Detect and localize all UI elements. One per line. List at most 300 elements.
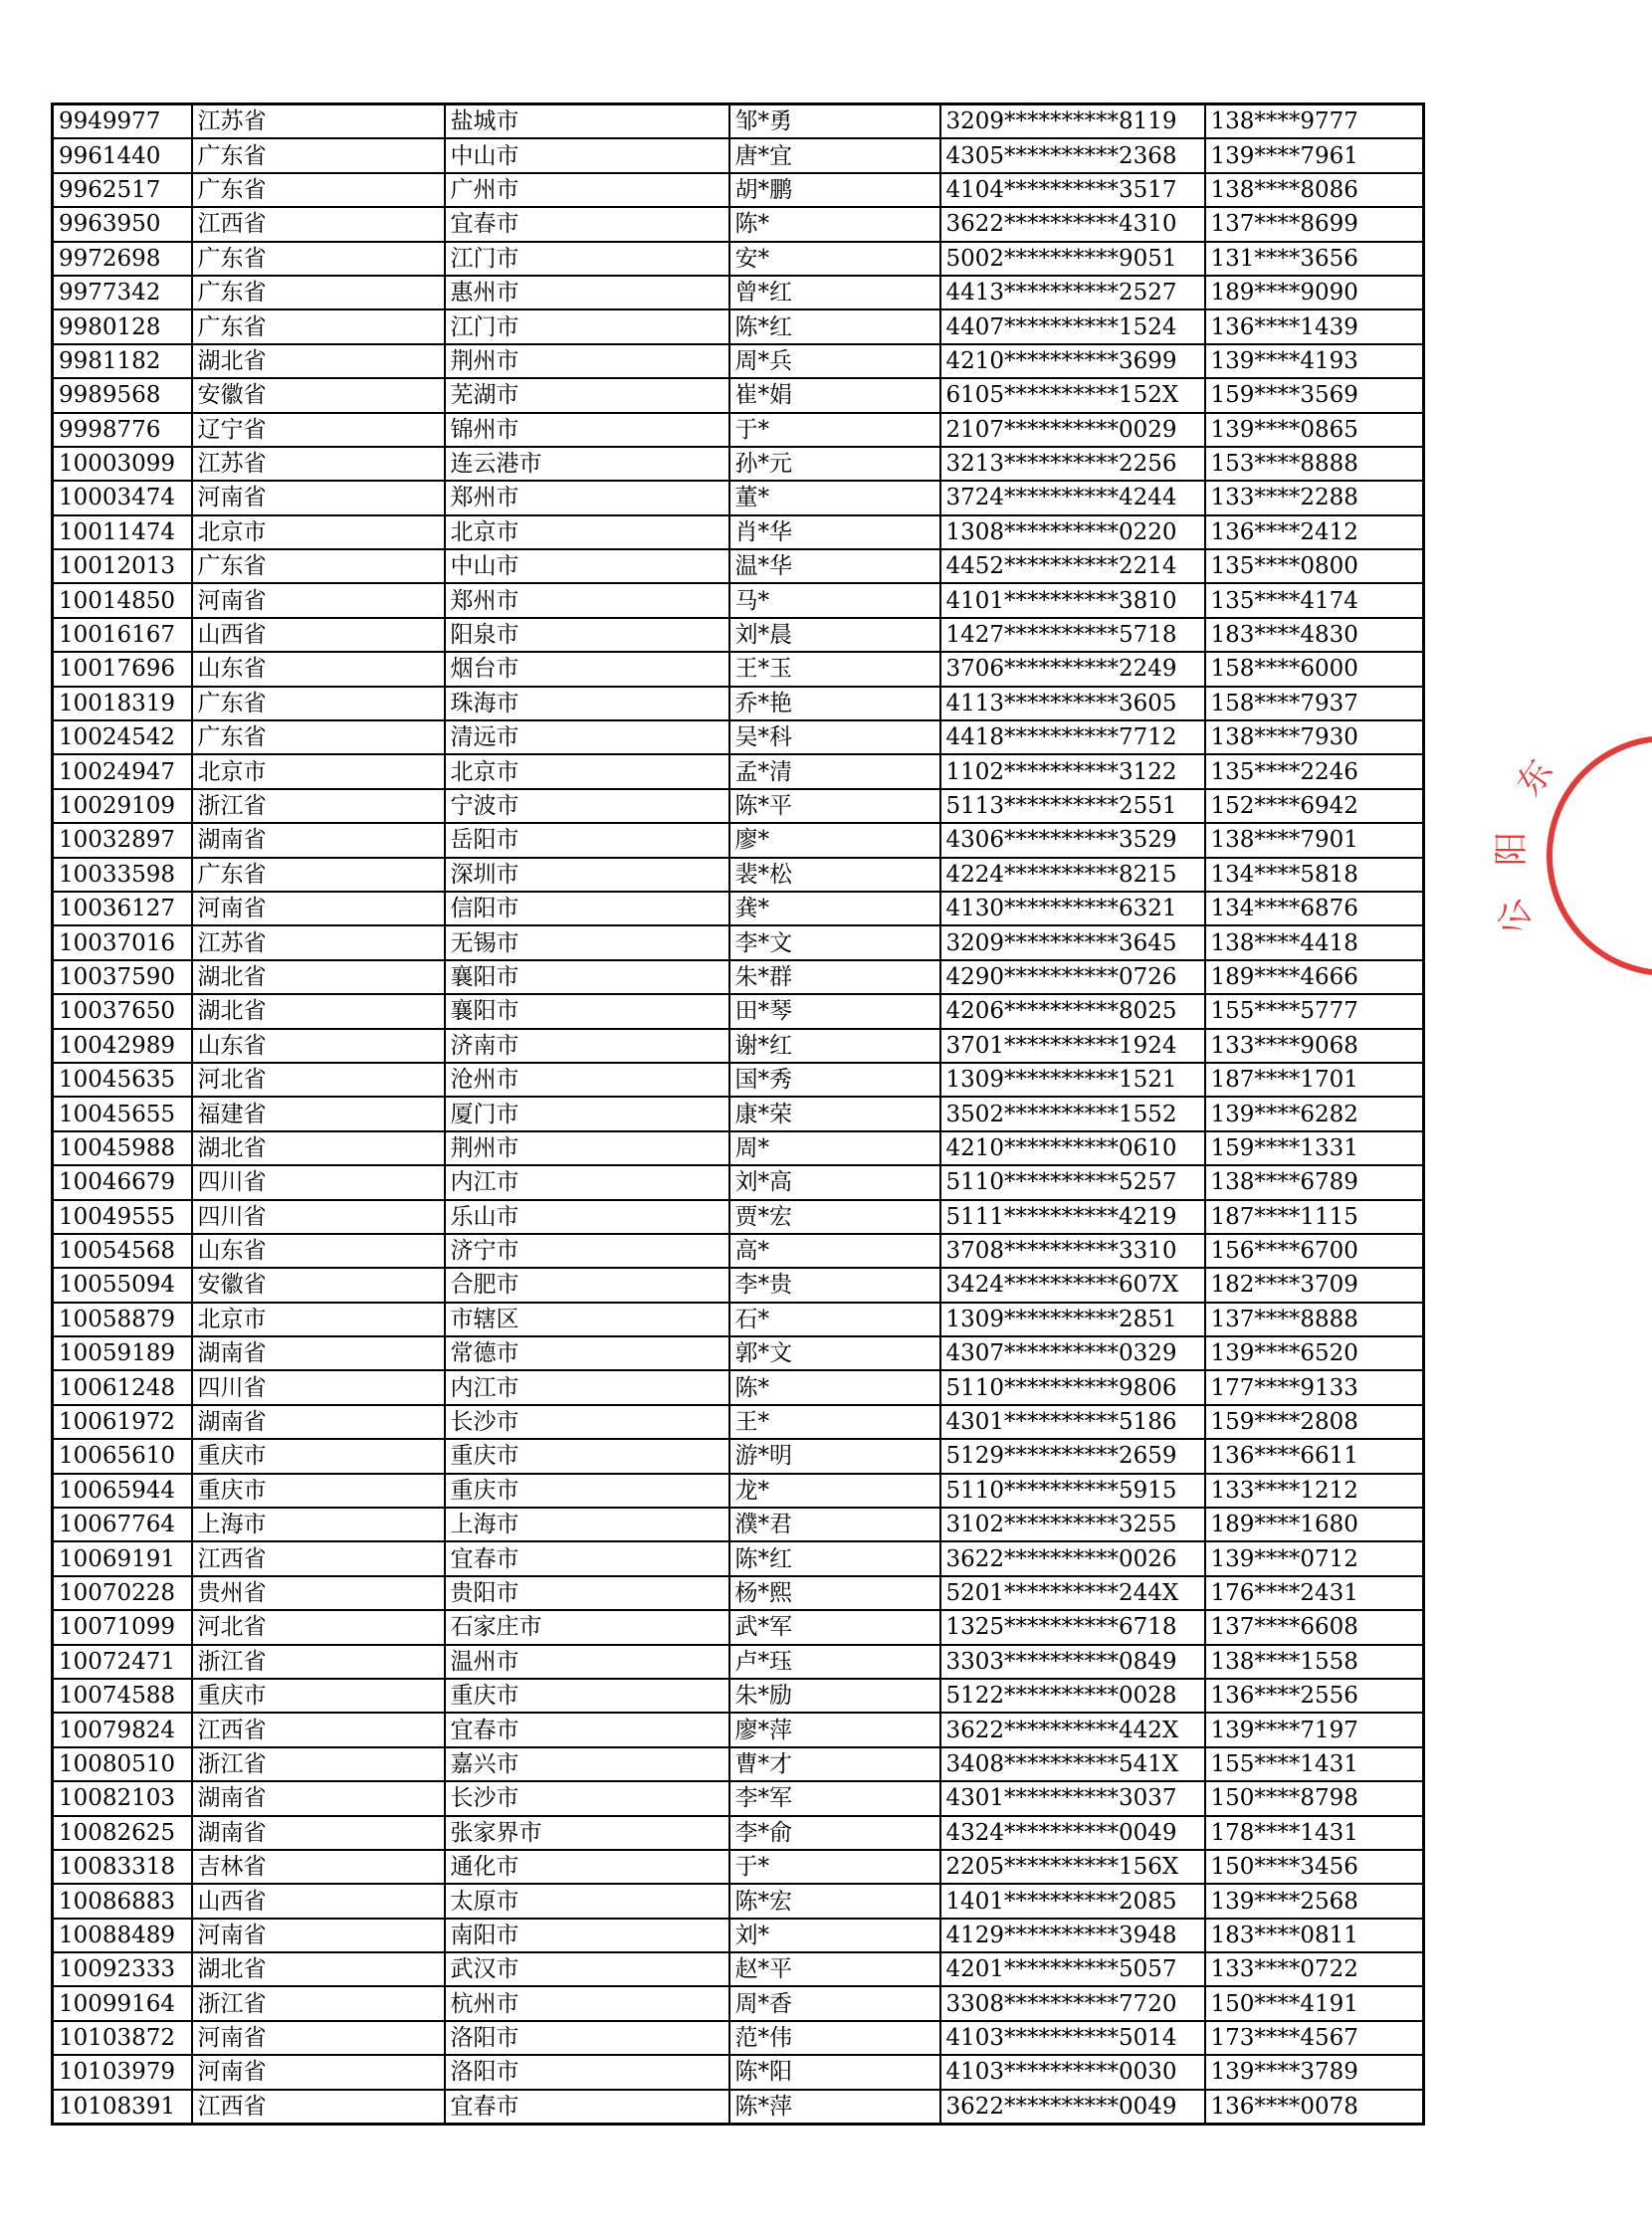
cell-phone: 187****1701 [1205, 1063, 1424, 1097]
cell-record-id: 10069191 [53, 1541, 192, 1575]
table-row [53, 1850, 1424, 1884]
cell-record-id: 10036127 [53, 892, 192, 925]
cell-name: 朱*群 [729, 960, 940, 994]
cell-name: 贾*宏 [729, 1200, 940, 1234]
cell-record-id: 10058879 [53, 1303, 192, 1336]
cell-name: 曹*才 [729, 1747, 940, 1781]
cell-phone: 137****8888 [1205, 1303, 1424, 1336]
cell-province: 广东省 [192, 858, 445, 892]
cell-name: 游*明 [729, 1439, 940, 1473]
cell-name: 周* [729, 1131, 940, 1165]
cell-city: 宜春市 [445, 1541, 729, 1575]
cell-phone: 137****8699 [1205, 207, 1424, 241]
cell-province: 北京市 [192, 515, 445, 549]
cell-id-number: 3622**********4310 [940, 207, 1205, 241]
cell-province: 河南省 [192, 583, 445, 617]
cell-province: 四川省 [192, 1200, 445, 1234]
cell-city: 烟台市 [445, 652, 729, 686]
cell-city: 江门市 [445, 242, 729, 276]
cell-name: 陈*红 [729, 1541, 940, 1575]
table-row [53, 720, 1424, 754]
cell-id-number: 5201**********244X [940, 1576, 1205, 1610]
cell-province: 广东省 [192, 173, 445, 207]
cell-province: 湖北省 [192, 344, 445, 378]
cell-city: 厦门市 [445, 1097, 729, 1130]
cell-phone: 136****2556 [1205, 1679, 1424, 1713]
cell-province: 湖北省 [192, 994, 445, 1028]
cell-record-id: 10045655 [53, 1097, 192, 1130]
cell-name: 濮*君 [729, 1508, 940, 1541]
cell-phone: 134****6876 [1205, 892, 1424, 925]
table-row [53, 207, 1424, 241]
cell-city: 中山市 [445, 549, 729, 583]
cell-id-number: 5113**********2551 [940, 789, 1205, 823]
cell-city: 宜春市 [445, 1713, 729, 1746]
cell-province: 山东省 [192, 1029, 445, 1063]
cell-name: 谢*红 [729, 1029, 940, 1063]
cell-name: 李*贵 [729, 1268, 940, 1302]
cell-phone: 138****7901 [1205, 823, 1424, 857]
cell-id-number: 3308**********7720 [940, 1986, 1205, 2020]
cell-city: 芜湖市 [445, 378, 729, 412]
cell-name: 董* [729, 481, 940, 514]
table-row [53, 2090, 1424, 2125]
cell-province: 广东省 [192, 720, 445, 754]
cell-record-id: 10108391 [53, 2090, 192, 2125]
cell-phone: 152****6942 [1205, 789, 1424, 823]
cell-phone: 189****1680 [1205, 1508, 1424, 1541]
cell-phone: 155****1431 [1205, 1747, 1424, 1781]
cell-id-number: 4210**********3699 [940, 344, 1205, 378]
cell-id-number: 4305**********2368 [940, 138, 1205, 172]
cell-phone: 153****8888 [1205, 447, 1424, 481]
cell-id-number: 4104**********3517 [940, 173, 1205, 207]
cell-record-id: 10045988 [53, 1131, 192, 1165]
cell-city: 荆州市 [445, 1131, 729, 1165]
cell-phone: 189****4666 [1205, 960, 1424, 994]
table-row [53, 309, 1424, 343]
cell-province: 湖北省 [192, 1952, 445, 1986]
table-row [53, 1029, 1424, 1063]
cell-phone: 133****9068 [1205, 1029, 1424, 1063]
cell-id-number: 4224**********8215 [940, 858, 1205, 892]
cell-city: 通化市 [445, 1850, 729, 1884]
cell-city: 郑州市 [445, 481, 729, 514]
cell-city: 太原市 [445, 1884, 729, 1918]
table-row [53, 1097, 1424, 1130]
cell-id-number: 1308**********0220 [940, 515, 1205, 549]
cell-phone: 182****3709 [1205, 1268, 1424, 1302]
cell-id-number: 4113**********3605 [940, 687, 1205, 720]
cell-record-id: 10012013 [53, 549, 192, 583]
table-row [53, 1781, 1424, 1815]
cell-phone: 139****6282 [1205, 1097, 1424, 1130]
table-row [53, 515, 1424, 549]
cell-record-id: 10042989 [53, 1029, 192, 1063]
cell-province: 上海市 [192, 1508, 445, 1541]
table-row [53, 618, 1424, 652]
cell-id-number: 3502**********1552 [940, 1097, 1205, 1130]
cell-province: 山东省 [192, 1234, 445, 1268]
table-row [53, 481, 1424, 514]
cell-record-id: 10067764 [53, 1508, 192, 1541]
cell-phone: 138****4418 [1205, 925, 1424, 959]
cell-id-number: 3424**********607X [940, 1268, 1205, 1302]
cell-record-id: 10033598 [53, 858, 192, 892]
cell-record-id: 10088489 [53, 1919, 192, 1952]
table-row [53, 1063, 1424, 1097]
cell-city: 石家庄市 [445, 1610, 729, 1644]
cell-id-number: 3622**********442X [940, 1713, 1205, 1746]
cell-record-id: 10046679 [53, 1165, 192, 1199]
cell-record-id: 10083318 [53, 1850, 192, 1884]
cell-city: 贵阳市 [445, 1576, 729, 1610]
cell-province: 广东省 [192, 276, 445, 309]
table-row [53, 242, 1424, 276]
cell-record-id: 10086883 [53, 1884, 192, 1918]
cell-city: 中山市 [445, 138, 729, 172]
table-row [53, 994, 1424, 1028]
cell-phone: 183****4830 [1205, 618, 1424, 652]
cell-province: 四川省 [192, 1370, 445, 1404]
table-row [53, 1165, 1424, 1199]
cell-phone: 158****6000 [1205, 652, 1424, 686]
cell-province: 广东省 [192, 309, 445, 343]
cell-record-id: 10082103 [53, 1781, 192, 1815]
cell-phone: 139****4193 [1205, 344, 1424, 378]
table-row [53, 892, 1424, 925]
cell-id-number: 4290**********0726 [940, 960, 1205, 994]
cell-name: 周*香 [729, 1986, 940, 2020]
records-table [51, 102, 1425, 2126]
cell-city: 无锡市 [445, 925, 729, 959]
cell-phone: 158****7937 [1205, 687, 1424, 720]
cell-id-number: 5111**********4219 [940, 1200, 1205, 1234]
cell-id-number: 1401**********2085 [940, 1884, 1205, 1918]
cell-province: 江西省 [192, 1541, 445, 1575]
cell-id-number: 3708**********3310 [940, 1234, 1205, 1268]
cell-id-number: 4307**********0329 [940, 1336, 1205, 1370]
cell-province: 重庆市 [192, 1679, 445, 1713]
cell-city: 市辖区 [445, 1303, 729, 1336]
cell-record-id: 10049555 [53, 1200, 192, 1234]
cell-phone: 177****9133 [1205, 1370, 1424, 1404]
cell-name: 赵*平 [729, 1952, 940, 1986]
table-row [53, 1884, 1424, 1918]
cell-record-id: 10059189 [53, 1336, 192, 1370]
cell-name: 乔*艳 [729, 687, 940, 720]
cell-city: 嘉兴市 [445, 1747, 729, 1781]
cell-name: 李*文 [729, 925, 940, 959]
cell-name: 陈* [729, 1370, 940, 1404]
cell-id-number: 4413**********2527 [940, 276, 1205, 309]
cell-id-number: 4418**********7712 [940, 720, 1205, 754]
cell-city: 珠海市 [445, 687, 729, 720]
cell-name: 于* [729, 1850, 940, 1884]
table-row [53, 1919, 1424, 1952]
cell-record-id: 10018319 [53, 687, 192, 720]
cell-province: 浙江省 [192, 1747, 445, 1781]
cell-id-number: 5002**********9051 [940, 242, 1205, 276]
cell-phone: 133****0722 [1205, 1952, 1424, 1986]
cell-record-id: 10065610 [53, 1439, 192, 1473]
table-row [53, 2021, 1424, 2055]
cell-record-id: 10003474 [53, 481, 192, 514]
cell-city: 上海市 [445, 1508, 729, 1541]
cell-record-id: 9961440 [53, 138, 192, 172]
table-row [53, 276, 1424, 309]
cell-id-number: 4301**********5186 [940, 1405, 1205, 1439]
cell-name: 康*荣 [729, 1097, 940, 1130]
cell-city: 宜春市 [445, 207, 729, 241]
cell-record-id: 10092333 [53, 1952, 192, 1986]
svg-text:东: 东 [1509, 752, 1561, 804]
cell-record-id: 10037016 [53, 925, 192, 959]
cell-city: 张家界市 [445, 1816, 729, 1850]
cell-record-id: 10080510 [53, 1747, 192, 1781]
cell-record-id: 9962517 [53, 173, 192, 207]
cell-record-id: 10079824 [53, 1713, 192, 1746]
table-row [53, 1370, 1424, 1404]
cell-name: 卢*珏 [729, 1645, 940, 1679]
cell-city: 信阳市 [445, 892, 729, 925]
table-row [53, 789, 1424, 823]
cell-name: 王* [729, 1405, 940, 1439]
cell-id-number: 5110**********5915 [940, 1474, 1205, 1508]
cell-province: 浙江省 [192, 1986, 445, 2020]
cell-record-id: 10054568 [53, 1234, 192, 1268]
cell-name: 李*俞 [729, 1816, 940, 1850]
cell-province: 河南省 [192, 892, 445, 925]
cell-phone: 139****2568 [1205, 1884, 1424, 1918]
cell-name: 孟*清 [729, 754, 940, 788]
cell-province: 江西省 [192, 1713, 445, 1746]
cell-province: 广东省 [192, 687, 445, 720]
cell-name: 田*琴 [729, 994, 940, 1028]
cell-phone: 150****4191 [1205, 1986, 1424, 2020]
cell-name: 刘*晨 [729, 618, 940, 652]
table-row [53, 687, 1424, 720]
table-row [53, 2055, 1424, 2089]
cell-id-number: 5129**********2659 [940, 1439, 1205, 1473]
table-row [53, 960, 1424, 994]
cell-id-number: 4407**********1524 [940, 309, 1205, 343]
cell-name: 吴*科 [729, 720, 940, 754]
cell-phone: 133****1212 [1205, 1474, 1424, 1508]
cell-phone: 136****0078 [1205, 2090, 1424, 2125]
table-row [53, 1303, 1424, 1336]
cell-name: 陈*阳 [729, 2055, 940, 2089]
table-row [53, 173, 1424, 207]
table-row [53, 1336, 1424, 1370]
cell-phone: 139****7961 [1205, 138, 1424, 172]
cell-name: 孙*元 [729, 447, 940, 481]
cell-name: 陈*萍 [729, 2090, 940, 2125]
cell-city: 荆州市 [445, 344, 729, 378]
cell-record-id: 10082625 [53, 1816, 192, 1850]
cell-province: 安徽省 [192, 1268, 445, 1302]
cell-record-id: 10055094 [53, 1268, 192, 1302]
cell-name: 曾*红 [729, 276, 940, 309]
table-row [53, 413, 1424, 447]
cell-phone: 135****0800 [1205, 549, 1424, 583]
cell-city: 温州市 [445, 1645, 729, 1679]
cell-record-id: 10016167 [53, 618, 192, 652]
cell-name: 范*伟 [729, 2021, 940, 2055]
cell-phone: 156****6700 [1205, 1234, 1424, 1268]
cell-phone: 178****1431 [1205, 1816, 1424, 1850]
cell-phone: 150****3456 [1205, 1850, 1424, 1884]
cell-phone: 135****4174 [1205, 583, 1424, 617]
cell-name: 廖*萍 [729, 1713, 940, 1746]
table-row [53, 104, 1424, 139]
cell-province: 福建省 [192, 1097, 445, 1130]
cell-province: 辽宁省 [192, 413, 445, 447]
cell-name: 郭*文 [729, 1336, 940, 1370]
cell-phone: 139****3789 [1205, 2055, 1424, 2089]
cell-city: 宜春市 [445, 2090, 729, 2125]
cell-name: 胡*鹏 [729, 173, 940, 207]
cell-id-number: 3303**********0849 [940, 1645, 1205, 1679]
cell-province: 河南省 [192, 1919, 445, 1952]
cell-record-id: 9972698 [53, 242, 192, 276]
cell-record-id: 9980128 [53, 309, 192, 343]
cell-record-id: 9998776 [53, 413, 192, 447]
cell-city: 杭州市 [445, 1986, 729, 2020]
cell-record-id: 9963950 [53, 207, 192, 241]
cell-phone: 189****9090 [1205, 276, 1424, 309]
cell-name: 温*华 [729, 549, 940, 583]
cell-phone: 139****7197 [1205, 1713, 1424, 1746]
cell-province: 江西省 [192, 207, 445, 241]
cell-name: 龚* [729, 892, 940, 925]
cell-id-number: 4103**********5014 [940, 2021, 1205, 2055]
table-row [53, 1816, 1424, 1850]
cell-id-number: 1309**********1521 [940, 1063, 1205, 1097]
cell-record-id: 10014850 [53, 583, 192, 617]
cell-province: 广东省 [192, 549, 445, 583]
cell-id-number: 2107**********0029 [940, 413, 1205, 447]
cell-name: 廖* [729, 823, 940, 857]
table-row [53, 447, 1424, 481]
cell-id-number: 4306**********3529 [940, 823, 1205, 857]
cell-phone: 159****1331 [1205, 1131, 1424, 1165]
seal-outer-ring [1549, 738, 1652, 973]
cell-city: 北京市 [445, 515, 729, 549]
cell-city: 长沙市 [445, 1405, 729, 1439]
cell-city: 岳阳市 [445, 823, 729, 857]
cell-record-id: 10103872 [53, 2021, 192, 2055]
table-row [53, 344, 1424, 378]
cell-province: 重庆市 [192, 1439, 445, 1473]
cell-phone: 138****7930 [1205, 720, 1424, 754]
table-row [53, 754, 1424, 788]
cell-name: 朱*励 [729, 1679, 940, 1713]
cell-phone: 134****5818 [1205, 858, 1424, 892]
table-row [53, 1200, 1424, 1234]
cell-city: 深圳市 [445, 858, 729, 892]
cell-name: 刘* [729, 1919, 940, 1952]
cell-city: 宁波市 [445, 789, 729, 823]
table-row [53, 1508, 1424, 1541]
cell-province: 江苏省 [192, 925, 445, 959]
cell-name: 李*军 [729, 1781, 940, 1815]
cell-id-number: 3209**********8119 [940, 104, 1205, 139]
cell-province: 吉林省 [192, 1850, 445, 1884]
cell-city: 盐城市 [445, 104, 729, 139]
cell-record-id: 10071099 [53, 1610, 192, 1644]
cell-record-id: 10070228 [53, 1576, 192, 1610]
cell-id-number: 1309**********2851 [940, 1303, 1205, 1336]
cell-phone: 159****2808 [1205, 1405, 1424, 1439]
cell-province: 河北省 [192, 1063, 445, 1097]
cell-name: 邹*勇 [729, 104, 940, 139]
cell-province: 安徽省 [192, 378, 445, 412]
cell-phone: 183****0811 [1205, 1919, 1424, 1952]
cell-id-number: 4210**********0610 [940, 1131, 1205, 1165]
cell-record-id: 10065944 [53, 1474, 192, 1508]
cell-record-id: 10032897 [53, 823, 192, 857]
cell-name: 国*秀 [729, 1063, 940, 1097]
cell-province: 浙江省 [192, 789, 445, 823]
cell-id-number: 4103**********0030 [940, 2055, 1205, 2089]
cell-province: 江苏省 [192, 447, 445, 481]
cell-province: 贵州省 [192, 1576, 445, 1610]
cell-phone: 187****1115 [1205, 1200, 1424, 1234]
cell-phone: 136****1439 [1205, 309, 1424, 343]
cell-city: 阳泉市 [445, 618, 729, 652]
cell-id-number: 3209**********3645 [940, 925, 1205, 959]
cell-phone: 137****6608 [1205, 1610, 1424, 1644]
cell-province: 湖南省 [192, 1336, 445, 1370]
cell-phone: 138****9777 [1205, 104, 1424, 139]
cell-province: 广东省 [192, 242, 445, 276]
cell-name: 陈*平 [729, 789, 940, 823]
cell-record-id: 10024542 [53, 720, 192, 754]
table-row [53, 823, 1424, 857]
cell-province: 湖南省 [192, 823, 445, 857]
cell-record-id: 10103979 [53, 2055, 192, 2089]
cell-name: 杨*熙 [729, 1576, 940, 1610]
cell-id-number: 4129**********3948 [940, 1919, 1205, 1952]
cell-province: 湖北省 [192, 1131, 445, 1165]
cell-id-number: 5122**********0028 [940, 1679, 1205, 1713]
cell-id-number: 4130**********6321 [940, 892, 1205, 925]
cell-id-number: 3213**********2256 [940, 447, 1205, 481]
cell-id-number: 3102**********3255 [940, 1508, 1205, 1541]
cell-province: 湖北省 [192, 960, 445, 994]
cell-record-id: 10074588 [53, 1679, 192, 1713]
cell-province: 河北省 [192, 1610, 445, 1644]
table-row [53, 378, 1424, 412]
cell-record-id: 10045635 [53, 1063, 192, 1097]
cell-phone: 155****5777 [1205, 994, 1424, 1028]
cell-record-id: 10037650 [53, 994, 192, 1028]
table-row [53, 138, 1424, 172]
cell-record-id: 10003099 [53, 447, 192, 481]
cell-name: 裴*松 [729, 858, 940, 892]
cell-province: 北京市 [192, 1303, 445, 1336]
cell-id-number: 3706**********2249 [940, 652, 1205, 686]
table-row [53, 1679, 1424, 1713]
cell-id-number: 4324**********0049 [940, 1816, 1205, 1850]
cell-city: 合肥市 [445, 1268, 729, 1302]
table-row [53, 652, 1424, 686]
cell-phone: 139****0865 [1205, 413, 1424, 447]
table-row [53, 549, 1424, 583]
cell-name: 高* [729, 1234, 940, 1268]
cell-record-id: 10061248 [53, 1370, 192, 1404]
